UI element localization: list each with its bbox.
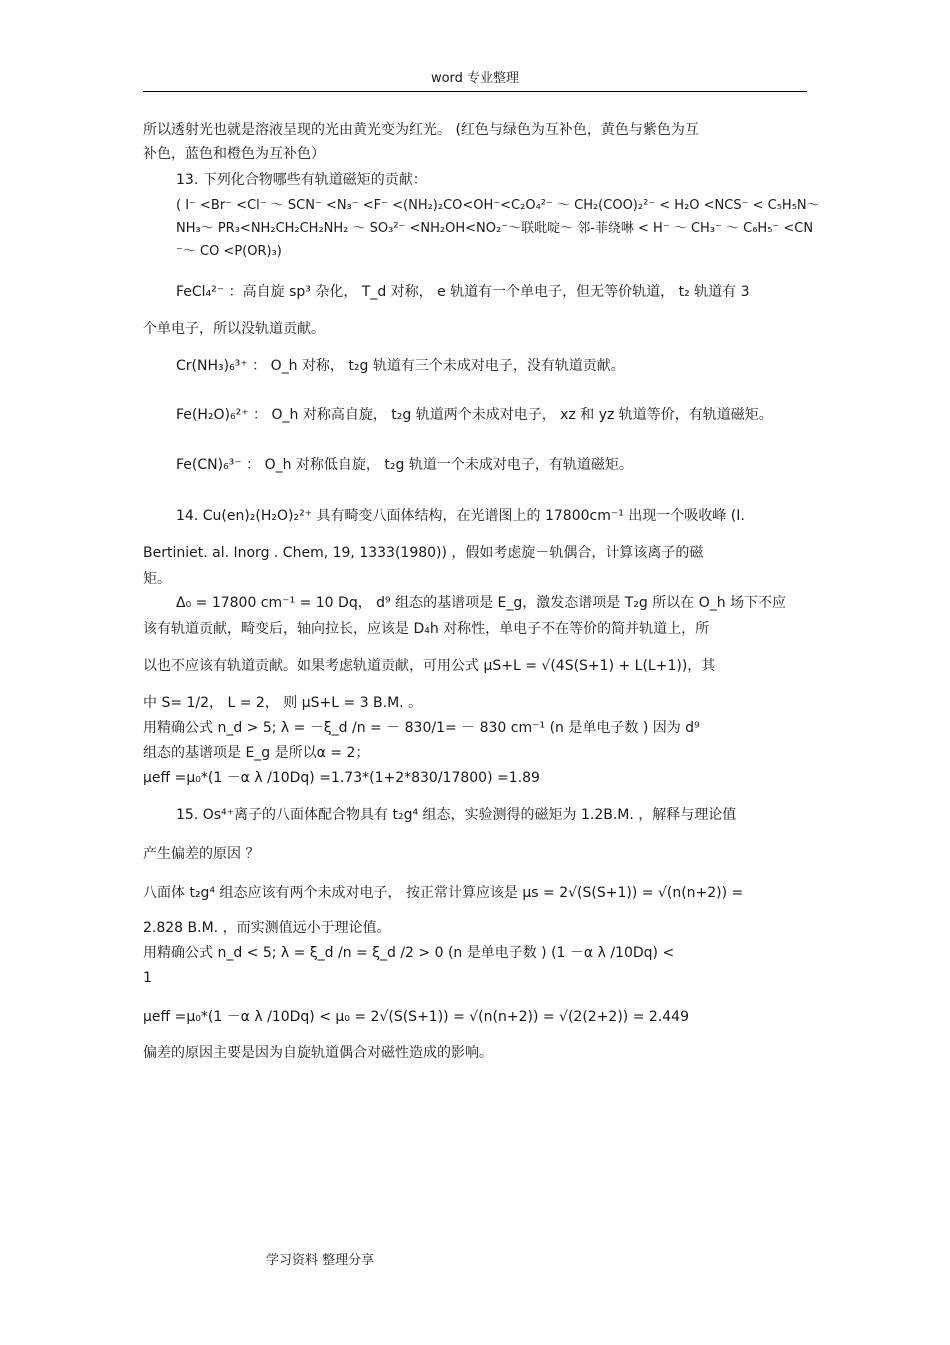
header-rule — [143, 91, 807, 92]
text-line: μeff =μ₀*(1 －α λ /10Dq) < μ₀ = 2√(S(S+1)) = √(n(n+2)) = √(2(2+2)) = 2.449 — [143, 1009, 689, 1025]
text-line: 该有轨道贡献，畸变后，轴向拉长，应该是 D₄h 对称性，单电子不在等价的简并轨道上，所 — [143, 621, 710, 637]
text-line: Δ₀ = 17800 cm⁻¹ = 10 Dq， d⁹ 组态的基谱项是 E_g，激发态谱项是 T₂g 所以在 O_h 场下不应 — [176, 595, 787, 611]
text-line: 组态的基谱项是 E_g 是所以α = 2； — [143, 745, 370, 761]
text-line: ⁻～ CO <P(OR)₃) — [176, 244, 282, 259]
page-footer: 学习资料 整理分享 — [266, 1253, 375, 1268]
text-line: 产生偏差的原因 ？ — [143, 846, 260, 862]
question-14-heading: 14. Cu(en)₂(H₂O)₂²⁺ 具有畸变八面体结构，在光谱图上的 17800cm⁻¹ 出现一个吸收峰 (I. — [176, 508, 745, 524]
text-line: Fe(CN)₆³⁻ ： O_h 对称低自旋， t₂g 轨道一个未成对电子，有轨道磁矩。 — [176, 457, 633, 473]
text-line: 个单电子，所以没轨道贡献。 — [143, 321, 325, 337]
text-line: 用精确公式 n_d > 5; λ = －ξ_d /n = － 830/1= － 830 cm⁻¹ (n 是单电子数 ) 因为 d⁹ — [143, 720, 700, 736]
text-line: 矩。 — [143, 571, 171, 587]
page-header: word 专业整理 — [430, 71, 520, 86]
text-line: FeCl₄²⁻ ：高自旋 sp³ 杂化， T_d 对称， e 轨道有一个单电子，但无等价轨道， t₂ 轨道有 3 — [176, 284, 750, 300]
text-line: 所以透射光也就是溶液呈现的光由黄光变为红光。 (红色与绿色为互补色，黄色与紫色为互 — [143, 122, 699, 138]
text-line: 八面体 t₂g⁴ 组态应该有两个未成对电子， 按正常计算应该是 μs = 2√(S(S+1)) = √(n(n+2)) = — [143, 885, 744, 901]
text-line: 中 S= 1/2， L = 2， 则 μS+L = 3 B.M. 。 — [143, 695, 423, 711]
text-line: 2.828 B.M. ，而实测值远小于理论值。 — [143, 920, 391, 936]
question-15-heading: 15. Os⁴⁺离子的八面体配合物具有 t₂g⁴ 组态，实验测得的磁矩为 1.2B.M. ，解释与理论值 — [176, 807, 737, 823]
text-line: 补色，蓝色和橙色为互补色） — [143, 146, 325, 162]
text-line: ( I⁻ <Br⁻ <Cl⁻ ～ SCN⁻ <N₃⁻ <F⁻ <(NH₂)₂CO<OH⁻<C₂O₄²⁻ ～ CH₂(COO)₂²⁻ < H₂O <NCS⁻ < C₅H₅N～ — [176, 198, 820, 213]
text-line: 1 — [143, 970, 152, 986]
text-line: 偏差的原因主要是因为自旋轨道偶合对磁性造成的影响。 — [143, 1045, 493, 1061]
question-13-heading: 13. 下列化合物哪些有轨道磁矩的贡献： — [176, 172, 427, 188]
text-line: μeff =μ₀*(1 －α λ /10Dq) =1.73*(1+2*830/17800) =1.89 — [143, 770, 540, 786]
text-line: NH₃～ PR₃<NH₂CH₂CH₂NH₂ ～ SO₃²⁻ <NH₂OH<NO₂⁻～联吡啶～ 邻-菲绕啉 < H⁻ ～ CH₃⁻ ～ C₆H₅⁻ <CN — [176, 221, 814, 236]
text-line: Cr(NH₃)₆³⁺ ： O_h 对称， t₂g 轨道有三个未成对电子，没有轨道贡献。 — [176, 358, 625, 374]
text-line: Fe(H₂O)₆²⁺ ： O_h 对称高自旋， t₂g 轨道两个未成对电子， xz 和 yz 轨道等价，有轨道磁矩。 — [176, 407, 773, 423]
text-line: 用精确公式 n_d < 5; λ = ξ_d /n = ξ_d /2 > 0 (n 是单电子数 ) (1 －α λ /10Dq) < — [143, 945, 675, 961]
text-line: 以也不应该有轨道贡献。如果考虑轨道贡献，可用公式 μS+L = √(4S(S+1) + L(L+1))，其 — [143, 658, 716, 674]
text-line: Bertiniet. al. Inorg . Chem, 19, 1333(1980)) ，假如考虑旋－轨偶合，计算该离子的磁 — [143, 545, 704, 561]
